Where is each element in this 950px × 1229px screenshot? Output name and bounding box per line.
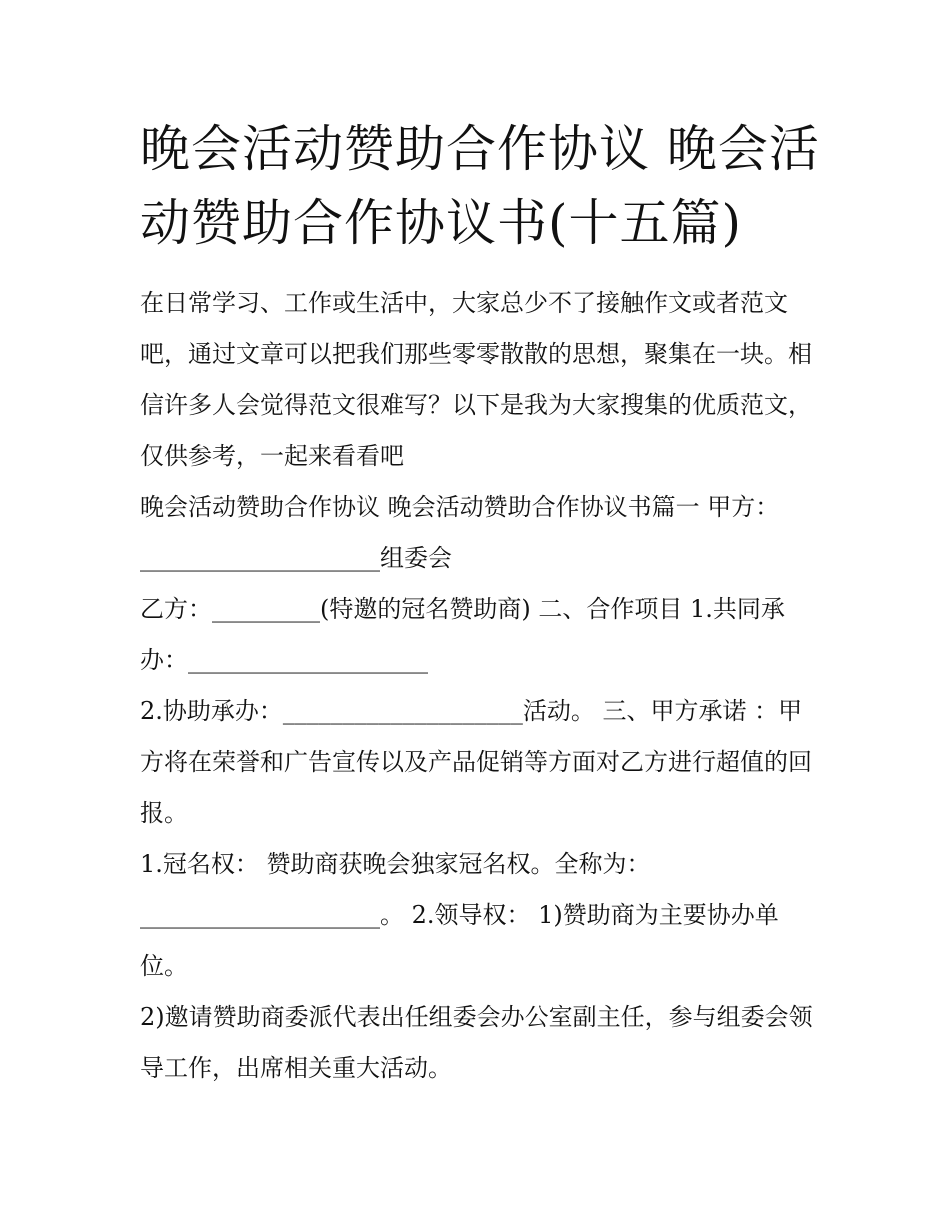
paragraph-party-a: 晚会活动赞助合作协议 晚会活动赞助合作协议书篇一 甲方：____________________组委会	[140, 493, 780, 572]
paragraph-intro: 在日常学习、工作或生活中，大家总少不了接触作文或者范文吧，通过文章可以把我们那些零零散散的思想，聚集在一块。相信许多人会觉得范文很难写？以下是我为大家搜集的优质范文，仅供参考，一起来看看吧	[140, 289, 812, 470]
paragraph-party-b: 乙方：_________(特邀的冠名赞助商) 二、合作项目 1.共同承办：____________________	[140, 595, 785, 674]
paragraph-naming-rights: 1.冠名权： 赞助商获晚会独家冠名权。全称为：____________________。 2.领导权： 1)赞助商为主要协办单位。	[140, 850, 779, 980]
document-title: 晚会活动赞助合作协议 晚会活动赞助合作协议书(十五篇)	[140, 120, 820, 252]
paragraph-co-organizer: 2.协助承办：____________________活动。 三、甲方承诺 ：甲方将在荣誉和广告宣传以及产品促销等方面对乙方进行超值的回报。	[140, 697, 812, 827]
paragraph-representative: 2)邀请赞助商委派代表出任组委会办公室副主任，参与组委会领导工作，出席相关重大活动。	[140, 1003, 813, 1082]
document-body	[140, 278, 820, 1094]
